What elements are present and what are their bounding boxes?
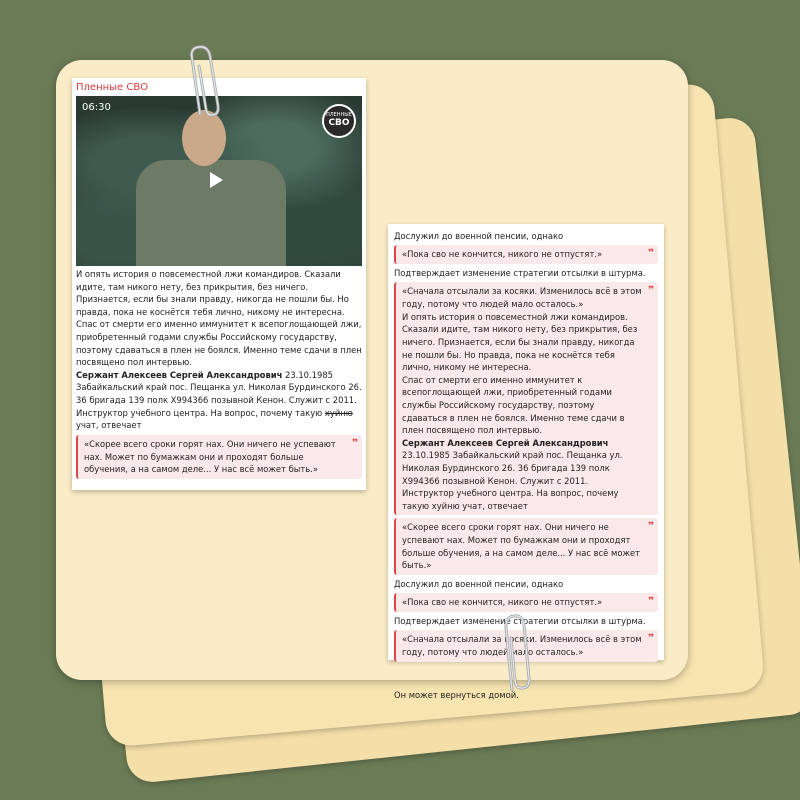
paragraph-2: Спас от смерти его именно иммунитет к всепоглощающей лжи, приобретенный годами службы Российскому государству, поэтому сдаваться в плен не боялся. Именно теме сдачи в плен посвящено пол интервью. [76, 319, 362, 368]
soldier-details: 23.10.1985 Забайкальский край пос. Пещанка ул. Николая Бурдинского 26. 36 бригада 139 полк Х994366 позывной Кенон. Служит с 2011. Инструктор учебного центра. На вопрос, почему такую [76, 369, 362, 418]
quote-block-1 [394, 245, 658, 264]
quote-block-3 [394, 593, 658, 612]
closing-line: Он может вернуться домой. [394, 689, 519, 700]
left-post-card [72, 78, 366, 490]
quote-big-paragraph-2: Спас от смерти его именно иммунитет к всепоглощающей лжи, приобретенный годами службы Российскому государству, поэтому сдаваться в плен не боялся. Именно теме сдачи в плен посвящено пол интервью. [402, 374, 625, 436]
paragraph-3 [76, 369, 362, 432]
quote-big-paragraph-1: И опять история о повсеместной лжи командиров. Сказали идите, там никого нету, без прикрытия, без ничего. Признается, если бы знали правду, никогда не пошли бы. Но правда, пока не коснётся тебя лично, никому не интересна. [402, 311, 638, 373]
quote-block [76, 435, 362, 479]
quote-mark-icon: ❞ [648, 285, 654, 297]
right-post-card [388, 224, 664, 700]
quote-text-4: «Сначала отсылали за косяки. Изменилось всё в этом году, потому что людей мало осталось.» [402, 634, 642, 657]
channel-logo [322, 104, 356, 138]
quote-big-soldier-name: Сержант Алексеев Сергей Александрович [402, 437, 609, 448]
text-line-1: Дослужил до военной пенсии, однако [394, 231, 564, 241]
after-struck: учат, отвечает [76, 420, 142, 431]
text-line-3: Дослужил до военной пенсии, однако [394, 578, 564, 589]
quote-mark-icon: ❞ [648, 521, 654, 533]
text-line-2: Подтверждает изменение стратегии отсылки в штурма. [394, 268, 646, 279]
quote-mark-icon: ❞ [648, 596, 654, 608]
logo-text-bottom: СВО [328, 117, 350, 128]
channel-name[interactable]: Пленные СВО [76, 82, 149, 93]
struck-word: хуйню [324, 407, 353, 418]
quote-block-big [394, 282, 658, 515]
quote-text-3: «Пока сво не кончится, никого не отпустят.» [402, 597, 603, 608]
quote-text-2: «Скорее всего сроки горят нах. Они ничего не успевают нах. Может по бумажкам они и проходят больше обучения, а на самом деле... У нас всё может быть.» [402, 522, 641, 571]
text-line-4: Подтверждает изменение стратегии отсылки в штурма. [394, 615, 646, 626]
post-text [76, 266, 362, 432]
paperclip-icon [496, 612, 540, 698]
quote-block-2 [394, 518, 658, 574]
quote-mark-icon: ❞ [352, 437, 358, 449]
video-duration: 06:30 [82, 102, 111, 113]
quote-big-first: «Сначала отсылали за косяки. Изменилось всё в этом году, потому что людей мало осталось.» [402, 286, 642, 310]
paragraph-1: И опять история о повсеместной лжи командиров. Сказали идите, там никого нету, без прикрытия, без ничего. Признается, если бы знали правду, никогда не пошли бы. Но правда, пока не коснётся тебя лично, никому не интересна. [76, 269, 349, 317]
quote-big-paragraph-3 [402, 437, 642, 513]
quote-text: «Скорее всего сроки горят нах. Они ничего не успевают нах. Может по бумажкам они и проходят больше обучения, а на самом деле... У нас всё может быть.» [84, 438, 336, 475]
soldier-name: Сержант Алексеев Сергей Александрович [76, 369, 283, 380]
play-icon[interactable] [210, 172, 223, 188]
quote-text-1: «Пока сво не кончится, никого не отпустят.» [402, 249, 603, 260]
paperclip-icon [186, 44, 230, 124]
quote-mark-icon: ❞ [648, 633, 654, 645]
quote-mark-icon: ❞ [648, 248, 654, 260]
logo-text-top: ПЛЕННЫЕ [326, 112, 352, 119]
quote-big-details: 23.10.1985 Забайкальский край пос. Пещанка ул. Николая Бурдинского 26. 36 бригада 139 полк Х994366 позывной Кенон. Служит с 2011. Инструктор учебного центра. На вопрос, почему такую хуйню учат, отвечает [402, 450, 623, 511]
